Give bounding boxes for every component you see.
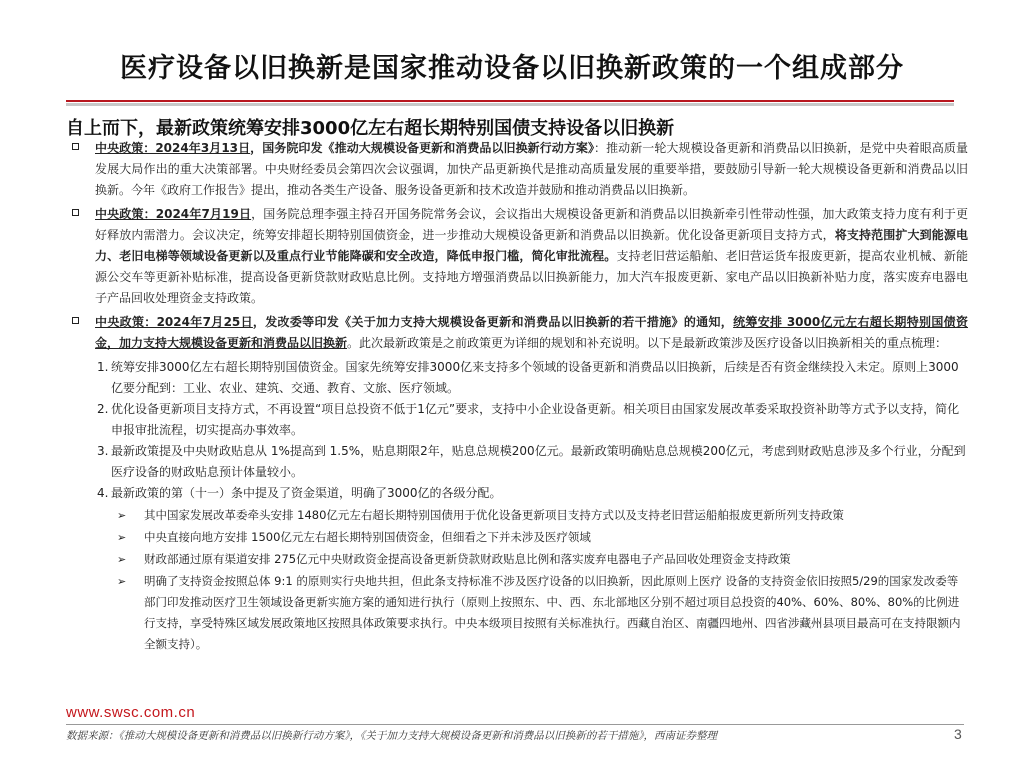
square-bullet-icon [72,143,79,150]
bullet-emphasis: 统筹安排 3000亿元左右超长期特别国债资金，加力支持大规模设备更新和消费品以旧换新 [95,315,968,350]
bullet-emphasis: 将支持范围扩大到能源电力、老旧电梯等领域设备更新以及重点行业节能降碳和安全改造，降低申报门槛，简化审批流程。 [95,228,968,263]
slide-title: 医疗设备以旧换新是国家推动设备以旧换新政策的一个组成部分 [120,53,904,84]
square-bullet-icon [72,209,79,216]
bullet-body: ：推动新一轮大规模设备更新和消费品以旧换新，是党中央着眼高质量发展大局作出的重大决策部署。中央财经委员会第四次会议强调，加快产品更新换代是推动高质量发展的重要举措，要鼓励引导新一轮大规模设备更新和消费品以旧换新。今年《政府工作报告》提出，推动各类生产设备、服务设备更新和技术改造并鼓励和推动消费品以旧换新。 [95,141,968,197]
sub-item [66,549,968,570]
list-number: 4. [97,486,109,500]
sub-item [66,571,968,655]
bullet-body: 。此次最新政策是之前政策更为详细的规划和补充说明。以下是最新政策涉及医疗设备以旧换新相关的重点梳理： [347,336,948,350]
square-bullet-icon [72,317,79,324]
sub-item [66,527,968,548]
list-item [66,357,968,399]
bullet-label: 中央政策：2024年7月25日 [95,315,253,329]
arrow-bullet-icon: ➢ [117,509,127,522]
bullet-label: 中央政策：2024年7月19日 [95,207,252,221]
bullet-policy-march [66,138,968,201]
bullet-lead: ，发改委等印发《关于加力支持大规模设备更新和消费品以旧换新的若干措施》的通知， [252,315,734,329]
list-number: 1. [97,360,109,374]
page-number: 3 [954,726,962,742]
list-text: 优化设备更新项目支持方式，不再设置“项目总投资不低于1亿元”要求，支持中小企业设备更新。相关项目由国家发展改革委采取投资补助等方式予以支持，简化申报审批流程，切实提高办事效率。 [111,402,960,437]
bullet-body-cont: 支持老旧营运船舶、老旧营运货车报废更新，提高农业机械、新能源公交车等更新补贴标准，提高设备更新贷款财政贴息比例。支持地方增强消费品以旧换新能力，加大汽车报废更新、家电产品以旧换新补贴力度，落实废弃电器电子产品回收处理资金支持政策。 [95,249,968,305]
sub-item-text: 财政部通过原有渠道安排 275亿元中央财政资金提高设备更新贷款财政贴息比例和落实废弃电器电子产品回收处理资金支持政策 [144,552,791,566]
list-text: 统筹安排3000亿左右超长期特别国债资金。国家先统筹安排3000亿来支持多个领域的设备更新和消费品以旧换新，后续是否有资金继续投入未定。原则上3000亿要分配到：工业、农业、建筑、交通、教育、文旅、医疗领域。 [111,360,959,395]
sub-item-text: 明确了支持资金按照总体 9:1 的原则实行央地共担，但此条支持标准不涉及医疗设备的以旧换新，因此原则上医疗 设备的支持资金依旧按照5/29的国家发改委等部门印发推动医疗卫生领域设备更新实施方案的通知进行执行（原则上按照东、中、西、东北部地区分别不超过项目总投资的40%、60%、80%、80%的比例进行支持，享受特殊区域发展政策地区按照具体政策要求执行。中央本级项目按照有关标准执行。西藏自治区、南疆四地州、四省涉藏州县项目最高可在支持限额内全额支持）。 [144,574,961,651]
bullet-policy-july25 [66,312,968,354]
arrow-bullet-icon: ➢ [117,531,127,544]
list-item [66,483,968,504]
list-text: 最新政策的第（十一）条中提及了资金渠道，明确了3000亿的各级分配。 [111,486,502,500]
website-link[interactable]: www.swsc.com.cn [66,704,196,721]
list-item [66,441,968,483]
content-body [66,138,968,655]
sub-item-text: 中央直接向地方安排 1500亿元左右超长期特别国债资金，但细看之下并未涉及医疗领域 [144,530,591,544]
numbered-list [66,357,968,504]
title-divider [66,100,954,106]
list-text: 最新政策提及中央财政贴息从 1%提高到 1.5%，贴息期限2年，贴息总规模200亿元。最新政策明确贴息总规模200亿元，考虑到财政贴息涉及多个行业，分配到医疗设备的财政贴息预计体量较小。 [111,444,966,479]
sub-item-text: 其中国家发展改革委牵头安排 1480亿元左右超长期特别国债用于优化设备更新项目支持方式以及支持老旧营运船舶报废更新所列支持政策 [144,508,844,522]
bullet-policy-july19 [66,204,968,309]
arrow-bullet-icon: ➢ [117,553,127,566]
list-number: 2. [97,402,109,416]
section-heading: 自上而下，最新政策统筹安排3000亿左右超长期特别国债支持设备以旧换新 [66,118,675,139]
list-item [66,399,968,441]
bullet-lead: ，国务院印发《推动大规模设备更新和消费品以旧换新行动方案》 [250,141,595,155]
bullet-body: ，国务院总理李强主持召开国务院常务会议，会议指出大规模设备更新和消费品以旧换新牵引性带动性强，加大政策支持力度有利于更好释放内需潜力。会议决定，统筹安排超长期特别国债资金，进一步推动大规模设备更新和消费品以旧换新。优化设备更新项目支持方式， [95,207,968,242]
bullet-label: 中央政策：2024年3月13日 [95,141,251,155]
footer-divider [66,724,964,725]
sub-item [66,505,968,526]
arrow-bullet-icon: ➢ [117,575,127,588]
data-source-note: 数据来源：《推动大规模设备更新和消费品以旧换新行动方案》，《关于加力支持大规模设备更新和消费品以旧换新的若干措施》，西南证券整理 [66,730,717,742]
list-number: 3. [97,444,109,458]
